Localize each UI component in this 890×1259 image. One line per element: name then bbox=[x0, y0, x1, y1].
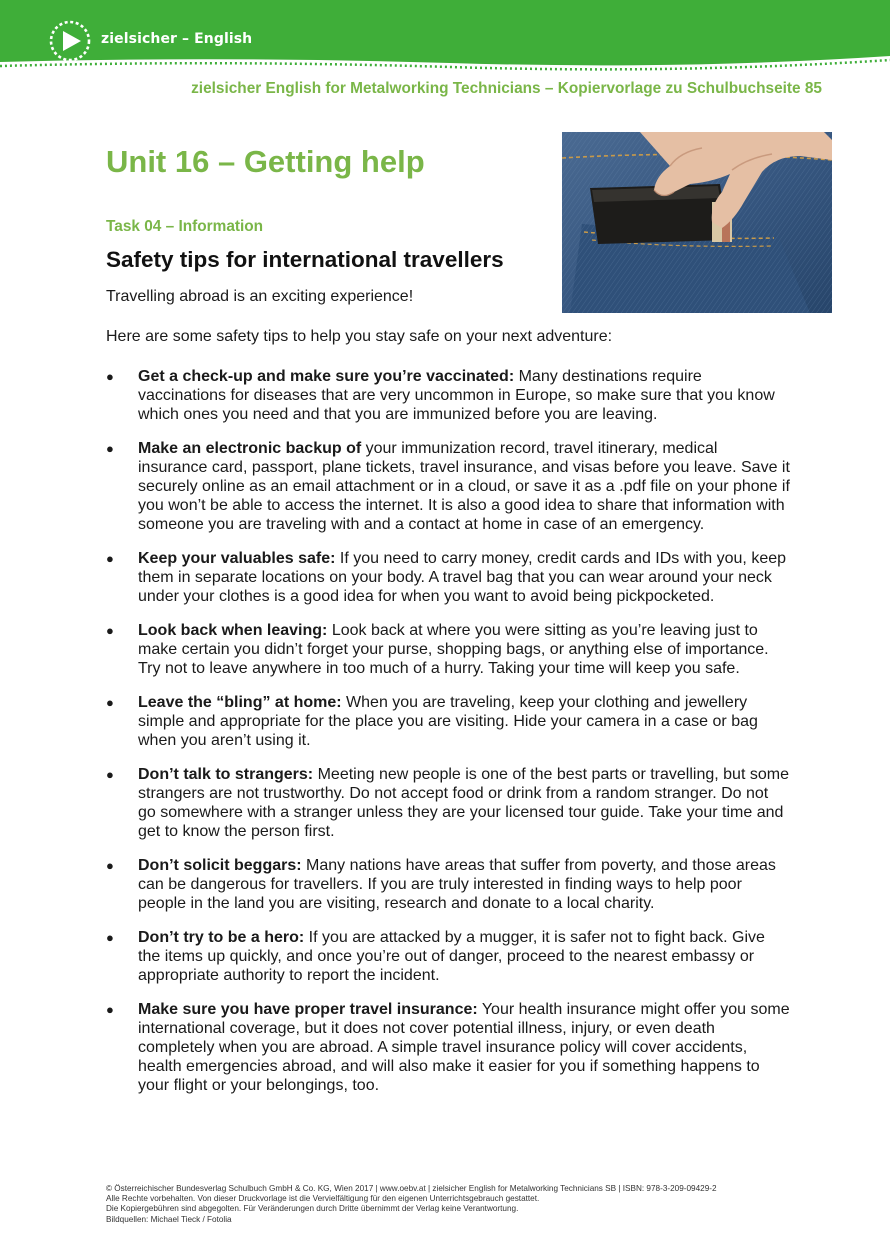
footer-line: Bildquellen: Michael Tieck / Fotolia bbox=[106, 1214, 232, 1224]
bullet-icon: ● bbox=[106, 1002, 114, 1017]
wallet-pocket-photo bbox=[562, 132, 832, 313]
list-item bbox=[106, 928, 790, 985]
tip-text: Look back at where you were sitting as you’re leaving just to make certain you didn’t forget your purse, shopping bags, or anything else of importance. Try not to leave anywhere in too much of a hurry. Taking your time will keep you safe. bbox=[138, 622, 769, 677]
bullet-icon: ● bbox=[106, 767, 114, 782]
tip-lead: Don’t talk to strangers: bbox=[138, 766, 314, 783]
list-item bbox=[106, 856, 790, 913]
safety-tips-list bbox=[106, 367, 790, 1095]
play-logo-icon bbox=[48, 19, 92, 63]
footer-line: © Österreichischer Bundesverlag Schulbuch GmbH & Co. KG, Wien 2017 | www.oebv.at | zielsicher English for Metalworking Technicians SB | ISBN: 978-3-209-09429-2 bbox=[106, 1184, 717, 1193]
tip-lead: Keep your valuables safe: bbox=[138, 550, 336, 567]
list-item bbox=[106, 439, 790, 534]
page-subtitle: zielsicher English for Metalworking Technicians – Kopiervorlage zu Schulbuchseite 85 bbox=[191, 80, 822, 97]
tip-text: Many destinations require vaccinations for diseases that are very uncommon in Europe, so make sure that you know which ones you need and that you are immunized before you are leaving. bbox=[138, 368, 775, 423]
bullet-icon: ● bbox=[106, 930, 114, 945]
tip-text: Many nations have areas that suffer from poverty, and those areas can be dangerous for travellers. If you are truly interested in finding ways to help poor people in the land you are visiting, research and donate to a local charity. bbox=[138, 857, 776, 912]
bullet-icon: ● bbox=[106, 623, 114, 638]
list-item bbox=[106, 693, 790, 750]
bullet-icon: ● bbox=[106, 551, 114, 566]
page-title: Unit 16 – Getting help bbox=[106, 144, 425, 179]
tip-lead: Don’t solicit beggars: bbox=[138, 857, 302, 874]
intro-text-2: Here are some safety tips to help you stay safe on your next adventure: bbox=[106, 328, 613, 345]
list-item bbox=[106, 621, 790, 678]
tip-lead: Leave the “bling” at home: bbox=[138, 694, 342, 711]
bullet-icon: ● bbox=[106, 858, 114, 873]
tip-text: When you are traveling, keep your clothing and jewellery simple and appropriate for the place you are visiting. Hide your camera in a case or bag when you aren’t using it. bbox=[138, 694, 758, 749]
brand-logo-text: zielsicher – English bbox=[101, 31, 253, 47]
bullet-icon: ● bbox=[106, 695, 114, 710]
tip-text: your immunization record, travel itinerary, medical insurance card, passport, plane tickets, travel insurance, and visas before you leave. Save it securely online as an email attachment or in a cloud, or save it as a .pdf file on your phone if you won’t be able to access the internet. It is also a good idea to share that information with someone you are traveling with and a contact at home in case of an emergency. bbox=[138, 440, 790, 533]
bullet-icon: ● bbox=[106, 369, 114, 384]
tip-lead: Look back when leaving: bbox=[138, 622, 328, 639]
tip-text: Meeting new people is one of the best parts or travelling, but some strangers are not trustworthy. Do not accept food or drink from a random stranger. Do not go somewhere with a stranger unless they are your licensed tour guide. Take your time and get to know the person first. bbox=[138, 766, 789, 840]
intro-text: Travelling abroad is an exciting experience! bbox=[106, 288, 414, 305]
tip-lead: Make an electronic backup of bbox=[138, 440, 362, 457]
bullet-icon: ● bbox=[106, 441, 114, 456]
footer-line: Die Kopiergebühren sind abgegolten. Für Veränderungen durch Dritte übernimmt der Verlag keine Verantwortung. bbox=[106, 1204, 519, 1214]
section-heading: Safety tips for international travellers bbox=[106, 247, 504, 272]
list-item bbox=[106, 1000, 790, 1095]
tip-lead: Get a check-up and make sure you’re vaccinated: bbox=[138, 368, 515, 385]
list-item bbox=[106, 549, 790, 606]
list-item bbox=[106, 367, 790, 424]
tip-text: Your health insurance might offer you some international coverage, but it does not cover potential illness, injury, or even death completely when you are abroad. A simple travel insurance policy will cover accidents, health emergencies abroad, and will also make it easier for you if something happens to your flight or your belongings, too. bbox=[138, 1001, 790, 1094]
list-item bbox=[106, 765, 790, 841]
tip-lead: Don’t try to be a hero: bbox=[138, 929, 305, 946]
tip-text: If you are attacked by a mugger, it is safer not to fight back. Give the items up quickly, and once you’re out of danger, proceed to the nearest embassy or appropriate authority to report the incident. bbox=[138, 929, 765, 984]
task-label: Task 04 – Information bbox=[106, 218, 264, 235]
tip-text: If you need to carry money, credit cards and IDs with you, keep them in separate locations on your body. A travel bag that you can wear around your neck under your clothes is a good idea for when you want to avoid being pickpocketed. bbox=[138, 550, 787, 605]
tip-lead: Make sure you have proper travel insurance: bbox=[138, 1001, 478, 1018]
footer-copyright bbox=[106, 1184, 796, 1225]
footer-line: Alle Rechte vorbehalten. Von dieser Druckvorlage ist die Vervielfältigung für den eigenen Unterrichtsgebrauch gestattet. bbox=[106, 1194, 540, 1204]
